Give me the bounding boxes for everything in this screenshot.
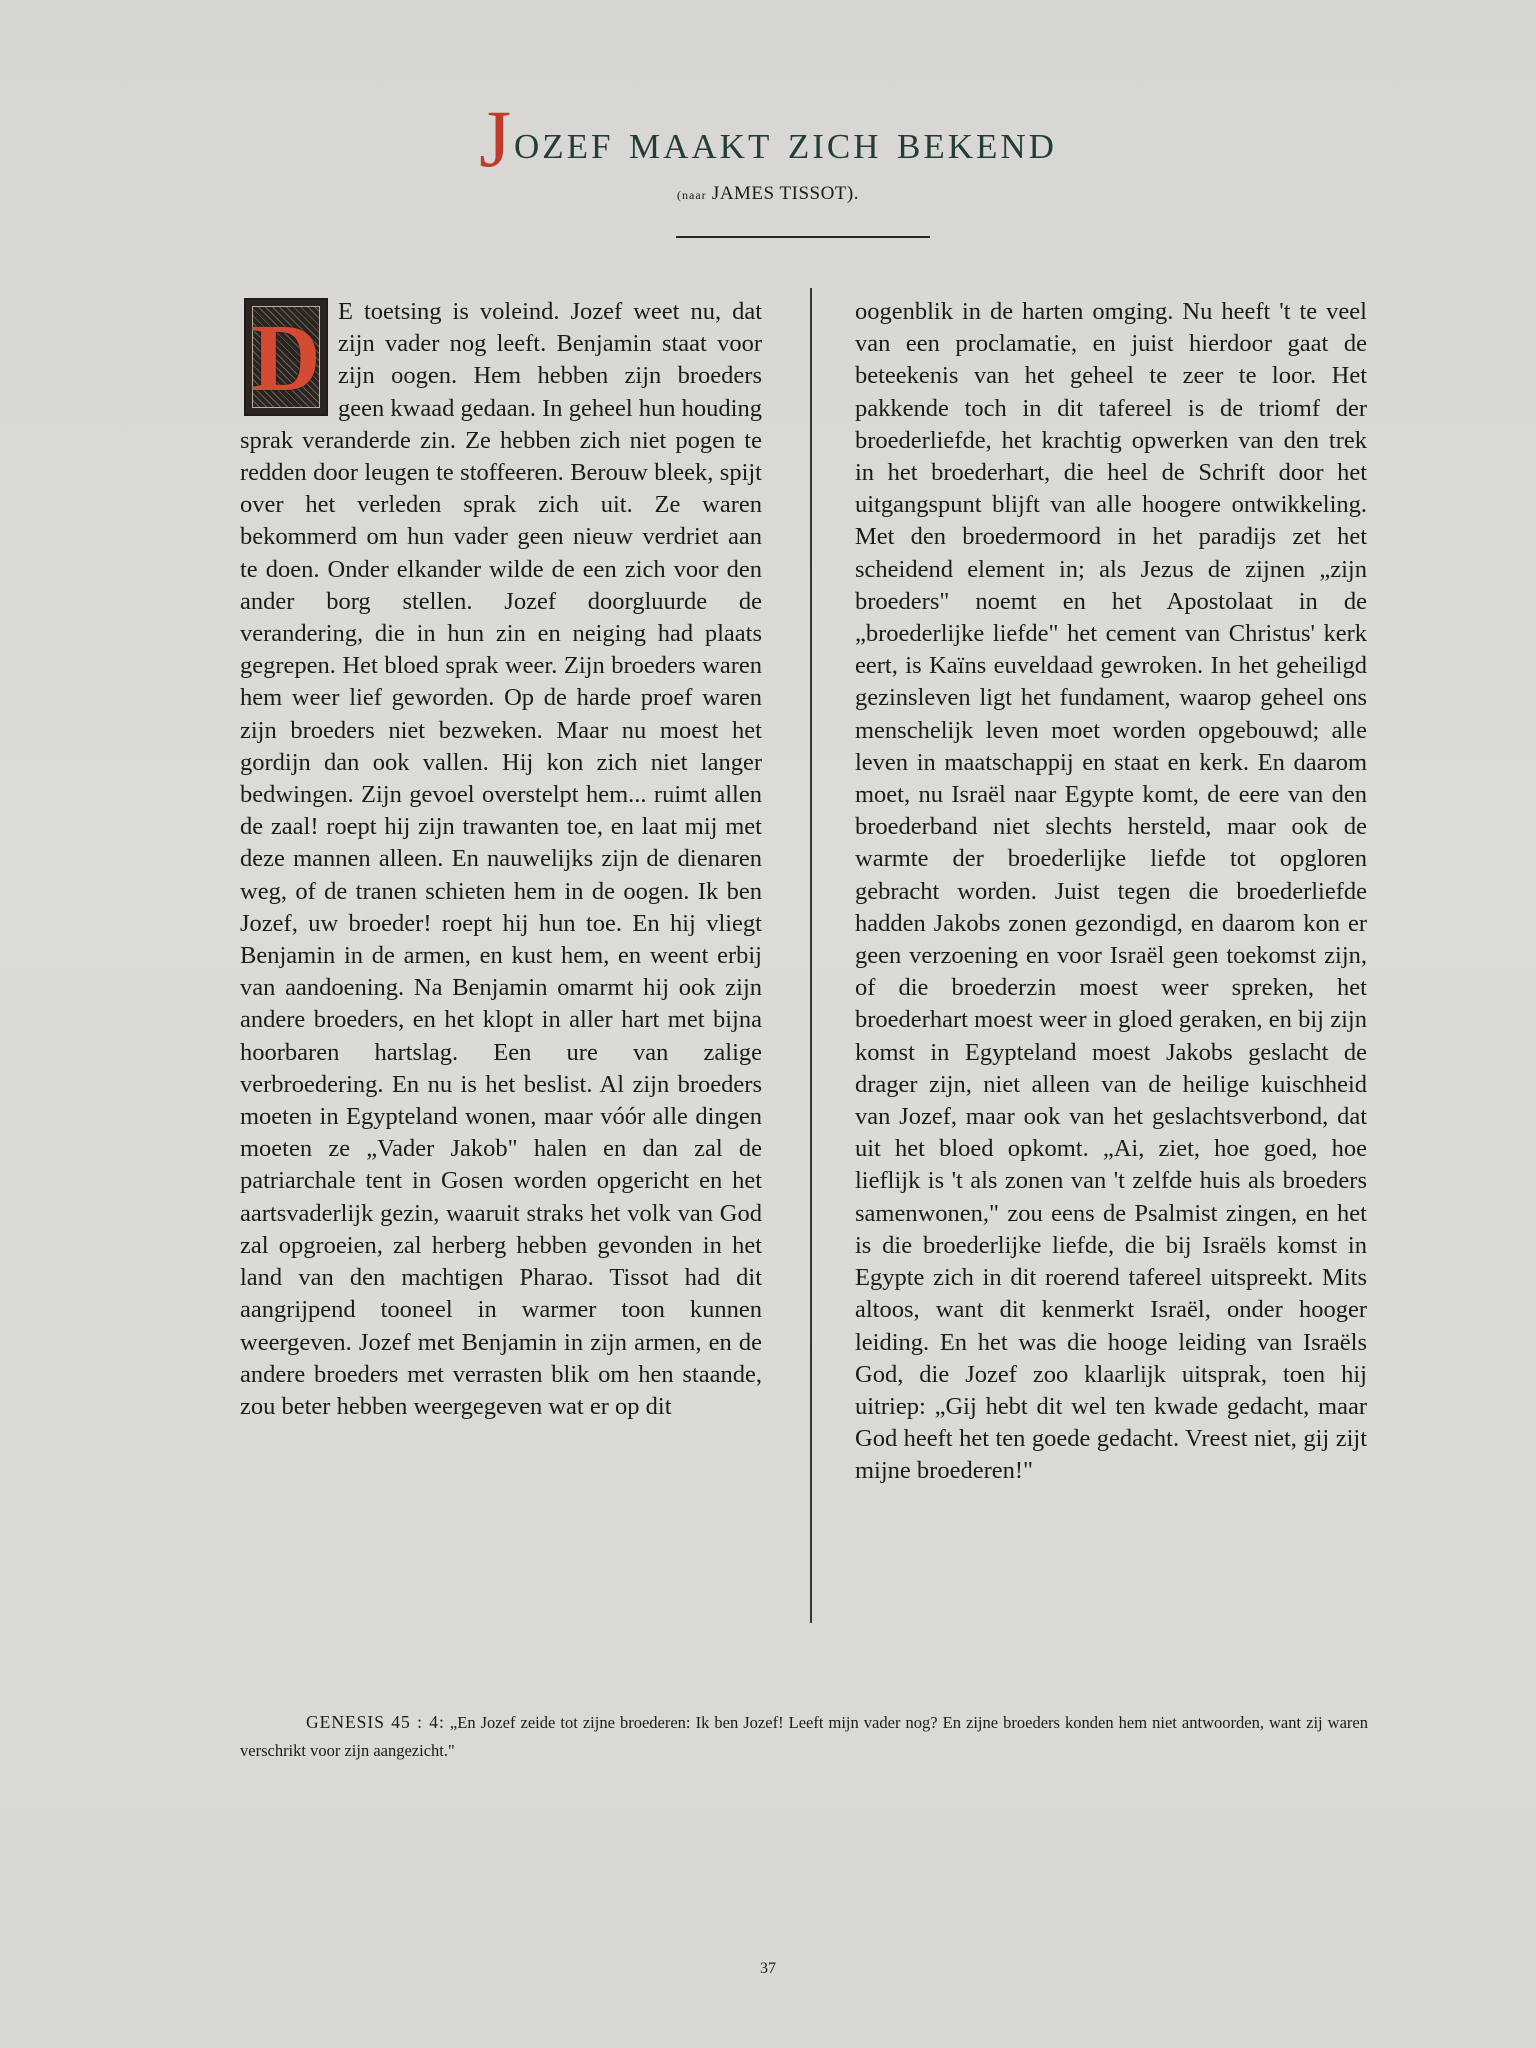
initial-letter: D: [251, 304, 321, 411]
page-title: [0, 93, 1536, 184]
subtitle: [0, 183, 1536, 205]
title-rule: [676, 236, 930, 238]
left-column: [240, 296, 762, 1423]
left-column-text: E toetsing is voleind. Jozef weet nu, dat zijn vader nog leeft. Benjamin staat voor zijn oogen. Hem hebben zijn broeders geen kwaad gedaan. In geheel hun houding sprak veranderde zin. Ze hebben zich niet pogen te redden door leugen te stoffeeren. Berouw bleek, spijt over het verleden sprak zich uit. Ze waren bekommerd om hun vader geen nieuw verdriet aan te doen. Onder elkander wilde de een zich voor den ander borg stellen. Jozef doorgluurde de verandering, die in hun zin en neiging had plaats gegrepen. Het bloed sprak weer. Zijn broeders waren hem weer lief geworden. Op de harde proef waren zijn broeders niet bezweken. Maar nu moest het gordijn dan ook vallen. Hij kon zich niet langer bedwingen. Zijn gevoel overstelpt hem... ruimt allen de zaal! roept hij zijn trawanten toe, en laat mij met deze mannen alleen. En nauwelijks zijn de dienaren weg, of de tranen schieten hem in de oogen. Ik ben Jozef, uw broeder! roept hij hun toe. En hij vliegt Benjamin in de armen, en kust hem, en weent erbij van aandoening. Na Benjamin omarmt hij ook zijn andere broeders, en het klopt in aller hart met bijna hoorbaren hartslag. Een ure van zalige verbroedering. En nu is het beslist. Al zijn broeders moeten in Egypteland wonen, maar vóór alle dingen moeten ze „Vader Jakob" halen en dan zal de patriarchale tent in Gosen worden opgericht en het aartsvaderlijk gezin, waaruit straks het volk van God zal opgroeien, zal herberg hebben gevonden in het land van den machtigen Pharao. Tissot had dit aangrijpend tooneel in warmer toon kunnen weergeven. Jozef met Benjamin in zijn armen, en de andere broeders met verrasten blik om hen staande, zou beter hebben weergegeven wat er op dit: [240, 298, 762, 1420]
scripture-footnote: [240, 1708, 1368, 1765]
decorated-initial: [244, 298, 328, 416]
column-divider: [810, 288, 812, 1623]
right-column: [855, 296, 1367, 1488]
right-column-text: oogenblik in de harten omging. Nu heeft 't te veel van een proclamatie, en juist hierdoor gaat de beteekenis van het geheel te zeer te loor. Het pakkende toch in dit tafereel is de triomf der broederliefde, het krachtig opwerken van den trek in het broederhart, die heel de Schrift door het uitgangspunt blijft van alle hoogere ontwikkeling. Met den broedermoord in het paradijs zet het scheidend element in; als Jezus de zijnen „zijn broeders" noemt en het Apostolaat in de „broederlijke liefde" het cement van Christus' kerk eert, is Kaïns euveldaad gewroken. In het geheiligd gezinsleven ligt het fundament, waarop geheel ons menschelijk leven moet worden opgebouwd; alle leven in maatschappij en staat en kerk. En daarom moet, nu Israël naar Egypte komt, de eere van den broederband niet slechts hersteld, maar ook de warmte der broederlijke liefde tot opgloren gebracht worden. Juist tegen die broederliefde hadden Jakobs zonen gezondigd, en daarom kon er geen verzoening en voor Israël geen toekomst zijn, of die broederzin moest weer spreken, het broederhart moest weer in gloed geraken, en bij zijn komst in Egypteland moest Jakobs geslacht de drager zijn, niet alleen van de heilige kuischheid van Jozef, maar ook van het geslachtsverbond, dat uit het bloed opkomt. „Ai, ziet, hoe goed, hoe lieflijk is 't als zonen van 't zelfde huis als broeders samenwonen," zou eens de Psalmist zingen, en het is die broederlijke liefde, die bij Israëls komst in Egypte zich in dit roerend tafereel uitspreekt. Mits altoos, want dit kenmerkt Israël, onder hooger leiding. En het was die hooge leiding van Israëls God, die Jozef zoo klaarlijk uitsprak, toen hij uitriep: „Gij hebt dit wel ten kwade gedacht, maar God heeft het ten goede gedacht. Vreest niet, gij zijt mijne broederen!": [855, 298, 1367, 1485]
page-number: 37: [760, 1960, 776, 1977]
title-rest: ozef maakt zich bekend: [514, 113, 1057, 169]
footnote-reference: GENESIS 45 : 4:: [306, 1712, 445, 1732]
title-initial: J: [479, 93, 514, 184]
subtitle-name: JAMES TISSOT).: [711, 183, 859, 204]
subtitle-prefix: (naar: [677, 188, 707, 202]
footnote-text: „En Jozef zeide tot zijne broederen: Ik ben Jozef! Leeft mijn vader nog? En zijne broeders konden hem niet antwoorden, want zij waren verschrikt voor zijn aangezicht.": [240, 1713, 1368, 1760]
